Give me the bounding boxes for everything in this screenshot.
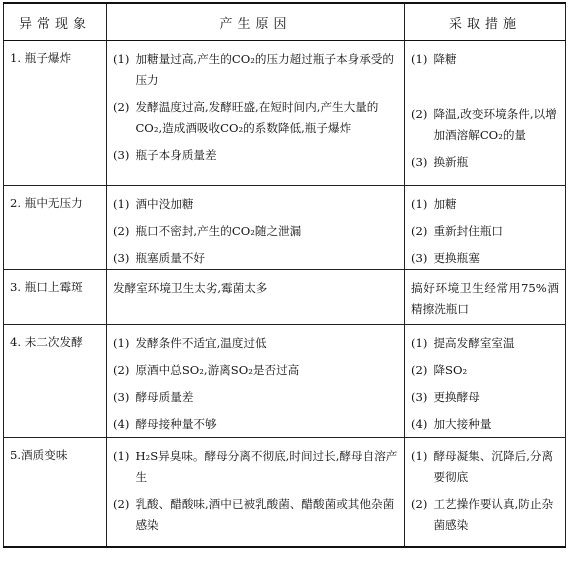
phenomenon-cell: 1. 瓶子爆炸 bbox=[4, 41, 107, 186]
cause-cell bbox=[107, 41, 405, 186]
measure-item: (1) 提高发酵室室温 bbox=[411, 336, 515, 350]
table-row bbox=[4, 270, 566, 325]
measure-item: (3) 换新瓶 bbox=[411, 155, 469, 169]
cause-cell: 发酵室环境卫生太劣,霉菌太多 bbox=[107, 270, 405, 325]
troubleshooting-table bbox=[3, 2, 566, 548]
measure-item: (2) 重新封住瓶口 bbox=[411, 224, 504, 238]
header-row bbox=[4, 3, 566, 41]
table-row bbox=[4, 41, 566, 186]
phenomenon-cell: 5.酒质变味 bbox=[4, 438, 107, 548]
cause-item: (3) 瓶塞质量不好 bbox=[113, 251, 206, 265]
table-row bbox=[4, 325, 566, 438]
measure-cell: 搞好环境卫生经常用75%酒精擦洗瓶口 bbox=[405, 270, 566, 325]
cause-item: (1) 发酵条件不适宜,温度过低 bbox=[113, 336, 267, 350]
cause-item: (4) 酵母接种量不够 bbox=[113, 417, 217, 431]
phenomenon-cell: 2. 瓶中无压力 bbox=[4, 186, 107, 270]
table-row bbox=[4, 438, 566, 548]
phenomenon-cell: 3. 瓶口上霉斑 bbox=[4, 270, 107, 325]
cause-item: (2) 原酒中总SO₂,游离SO₂是否过高 bbox=[113, 363, 300, 377]
cause-item: (3) 瓶子本身质量差 bbox=[113, 148, 217, 162]
cause-item: (1) 酒中没加糖 bbox=[113, 197, 194, 211]
measure-item: (4) 加大接种量 bbox=[411, 417, 492, 431]
measure-cell bbox=[405, 325, 566, 438]
phenomenon-cell: 4. 未二次发酵 bbox=[4, 325, 107, 438]
cause-item: (3) 酵母质量差 bbox=[113, 390, 194, 404]
table-row bbox=[4, 186, 566, 270]
measure-item: (1) 酵母凝集、沉降后,分离要彻底 bbox=[411, 449, 554, 484]
measure-item: (2) 降SO₂ bbox=[411, 363, 468, 377]
header-cause: 产生原因 bbox=[107, 3, 405, 41]
cause-cell bbox=[107, 186, 405, 270]
measure-item: (2) 工艺操作要认真,防止杂菌感染 bbox=[411, 497, 554, 532]
measure-cell bbox=[405, 186, 566, 270]
measure-item: (2) 降温,改变环境条件,以增加酒溶解CO₂的量 bbox=[411, 107, 557, 142]
measure-item: (1) 加糖 bbox=[411, 197, 457, 211]
header-phenomenon: 异常现象 bbox=[4, 3, 107, 41]
document-page bbox=[3, 2, 565, 566]
cause-cell bbox=[107, 438, 405, 548]
cause-item: (2) 发酵温度过高,发酵旺盛,在短时间内,产生大量的CO₂,造成酒吸收CO₂的系数降低,瓶子爆炸 bbox=[113, 100, 379, 135]
measure-item: (1) 降糖 bbox=[411, 52, 457, 66]
measure-item: (3) 更换瓶塞 bbox=[411, 251, 480, 265]
cause-item: (1) 加糖量过高,产生的CO₂的压力超过瓶子本身承受的压力 bbox=[113, 52, 395, 87]
cause-item: (2) 乳酸、醋酸味,酒中已被乳酸菌、醋酸菌或其他杂菌感染 bbox=[113, 497, 395, 532]
cause-item: (1) H₂S异臭味。酵母分离不彻底,时间过长,酵母自溶产生 bbox=[113, 449, 398, 484]
measure-item: (3) 更换酵母 bbox=[411, 390, 480, 404]
measure-cell bbox=[405, 41, 566, 186]
cause-cell bbox=[107, 325, 405, 438]
header-measure: 采取措施 bbox=[405, 3, 566, 41]
cause-item: (2) 瓶口不密封,产生的CO₂随之泄漏 bbox=[113, 224, 302, 238]
measure-cell bbox=[405, 438, 566, 548]
